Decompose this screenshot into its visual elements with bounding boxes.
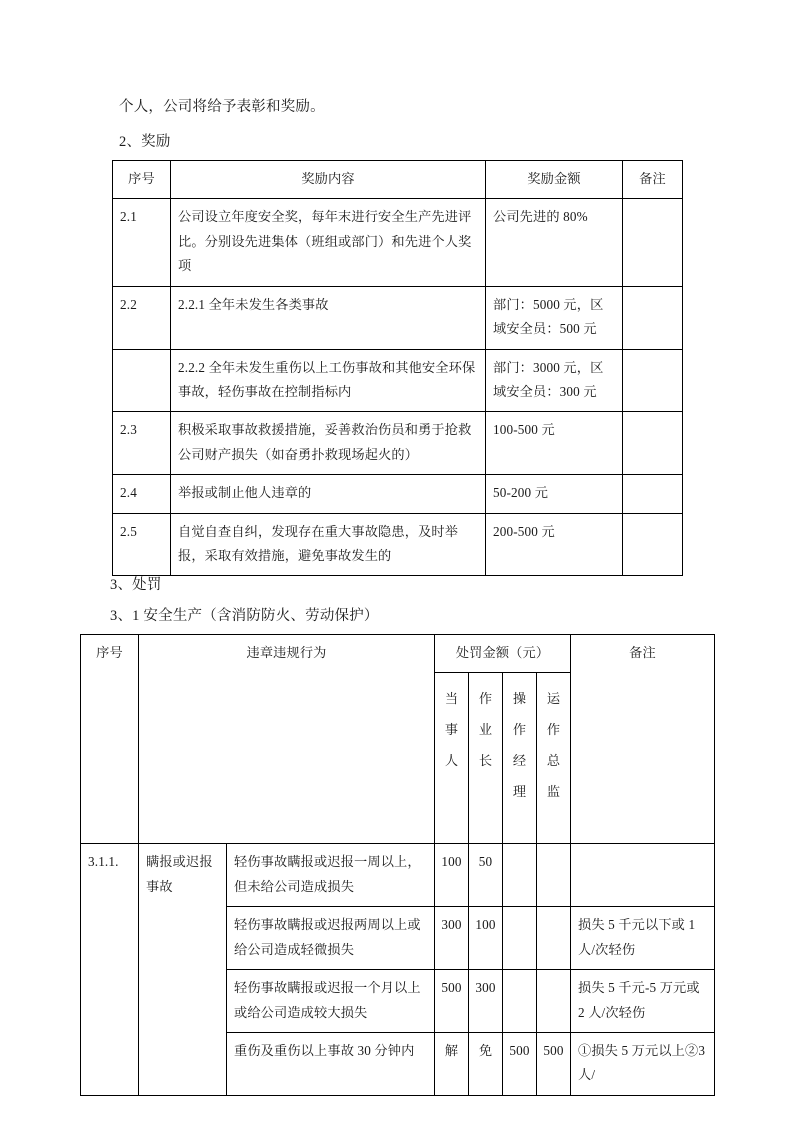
reward-row-note [623,475,683,513]
punish-header-role-shift-leader [469,673,503,844]
reward-row-no: 2.2 [113,286,171,349]
punish-row-amount-ops-manager: 500 [503,1032,537,1095]
table-row [113,513,683,576]
reward-row-amount: 公司先进的 80% [486,199,623,286]
punish-row-amount-party: 100 [435,844,469,907]
punish-row-amount-ops-manager [503,907,537,970]
punish-row-amount-shift-leader: 免 [469,1032,503,1095]
punish-row-note: ①损失 5 万元以上②3 人/ [571,1032,715,1095]
role-shift-leader-label: 作业长 [478,691,493,769]
reward-row-note [623,412,683,475]
punish-row-note: 损失 5 千元以下或 1 人/次轻伤 [571,907,715,970]
reward-row-content: 2.2.1 全年未发生各类事故 [171,286,486,349]
punish-row-amount-party: 500 [435,970,469,1033]
punish-header-role-ops-manager [503,673,537,844]
table-row [113,349,683,412]
table-row [113,412,683,475]
punish-section-heading: 3、处罚 [110,577,162,593]
punish-row-category: 瞒报或迟报事故 [139,844,227,1095]
punish-row-behavior: 重伤及重伤以上事故 30 分钟内 [227,1032,435,1095]
reward-row-amount: 部门：3000 元，区域安全员：300 元 [486,349,623,412]
punish-subsection-heading: 3、1 安全生产（含消防防火、劳动保护） [110,608,379,624]
reward-row-amount: 部门：5000 元，区域安全员：500 元 [486,286,623,349]
punish-header-no: 序号 [81,635,139,844]
reward-row-amount: 100-500 元 [486,412,623,475]
reward-row-content: 2.2.2 全年未发生重伤以上工伤事故和其他安全环保事故，轻伤事故在控制指标内 [171,349,486,412]
reward-section-heading: 2、奖励 [119,134,171,150]
role-ops-director-label: 运作总监 [546,691,561,800]
reward-row-no [113,349,171,412]
punish-row-amount-ops-director [537,970,571,1033]
intro-paragraph: 个人，公司将给予表彰和奖励。 [119,99,325,115]
punish-header-amount-group: 处罚金额（元） [435,635,571,673]
reward-header-content: 奖励内容 [171,161,486,199]
punish-header-role-party [435,673,469,844]
reward-row-no: 2.1 [113,199,171,286]
punish-row-amount-ops-director [537,907,571,970]
reward-row-no: 2.3 [113,412,171,475]
punish-row-amount-party: 300 [435,907,469,970]
reward-row-note [623,349,683,412]
punish-row-amount-shift-leader: 300 [469,970,503,1033]
reward-row-content: 积极采取事故救援措施，妥善救治伤员和勇于抢救公司财产损失（如奋勇扑救现场起火的） [171,412,486,475]
table-row [113,475,683,513]
reward-row-content: 自觉自查自纠，发现存在重大事故隐患，及时举报，采取有效措施，避免事故发生的 [171,513,486,576]
role-party-label: 当事人 [444,691,459,769]
punish-row-behavior: 轻伤事故瞒报或迟报一周以上，但未给公司造成损失 [227,844,435,907]
punish-row-amount-shift-leader: 100 [469,907,503,970]
reward-row-content: 公司设立年度安全奖，每年末进行安全生产先进评比。分别设先进集体（班组或部门）和先进个人奖项 [171,199,486,286]
reward-row-amount: 50-200 元 [486,475,623,513]
table-header-row [113,161,683,199]
punish-row-no: 3.1.1. [81,844,139,1095]
reward-header-note: 备注 [623,161,683,199]
punish-row-amount-ops-director: 500 [537,1032,571,1095]
punish-row-behavior: 轻伤事故瞒报或迟报两周以上或给公司造成轻微损失 [227,907,435,970]
reward-row-note [623,513,683,576]
reward-row-note [623,199,683,286]
punish-row-amount-shift-leader: 50 [469,844,503,907]
reward-row-no: 2.4 [113,475,171,513]
punish-row-amount-party: 解 [435,1032,469,1095]
reward-row-no: 2.5 [113,513,171,576]
punish-row-note: 损失 5 千元-5 万元或 2 人/次轻伤 [571,970,715,1033]
punish-header-note: 备注 [571,635,715,844]
table-row [113,199,683,286]
punish-row-amount-ops-manager [503,970,537,1033]
table-row [113,286,683,349]
table-header-row [81,635,715,673]
reward-table [112,160,683,576]
reward-row-amount: 200-500 元 [486,513,623,576]
punish-header-behavior: 违章违规行为 [139,635,435,844]
punish-row-behavior: 轻伤事故瞒报或迟报一个月以上或给公司造成较大损失 [227,970,435,1033]
punish-header-role-ops-director [537,673,571,844]
reward-row-content: 举报或制止他人违章的 [171,475,486,513]
punish-row-note [571,844,715,907]
role-ops-manager-label: 操作经理 [512,691,527,800]
reward-row-note [623,286,683,349]
reward-header-amount: 奖励金额 [486,161,623,199]
reward-header-no: 序号 [113,161,171,199]
punish-row-amount-ops-manager [503,844,537,907]
table-row [81,844,715,907]
punish-row-amount-ops-director [537,844,571,907]
punishment-table [80,634,715,1096]
